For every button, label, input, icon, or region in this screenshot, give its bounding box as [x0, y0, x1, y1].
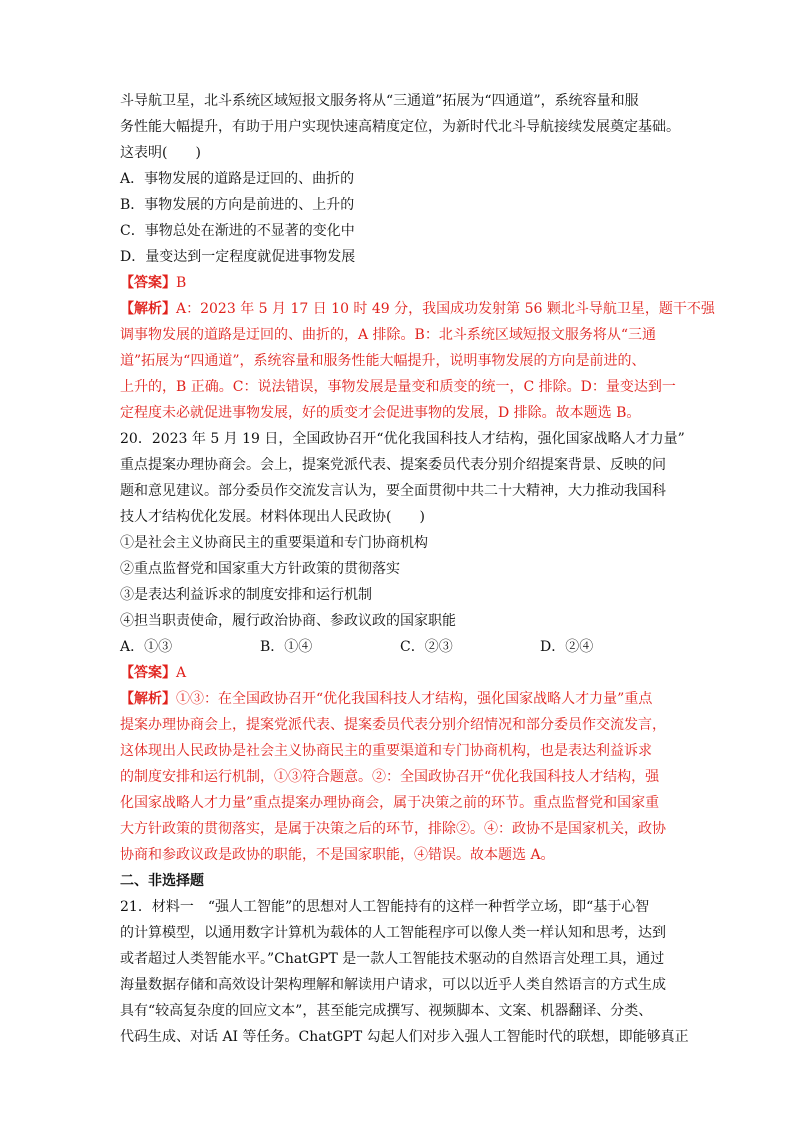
- q21-line: 具有“较高复杂度的回应文本”，甚至能完成撰写、视频脚本、文案、机器翻译、分类、: [120, 1003, 653, 1019]
- q20-option-c: C．②③: [400, 639, 453, 655]
- answer-label: 【答案】: [120, 275, 176, 291]
- q19-option-b: B．事物发展的方向是前进的、上升的: [120, 197, 355, 213]
- analysis-line: 化国家战略人才力量”重点提案办理协商会，属于决策之前的环节。重点监督党和国家重: [120, 795, 660, 811]
- q20-option-d: D．②④: [540, 639, 594, 655]
- q20-statement-2: ②重点监督党和国家重大方针政策的贯彻落实: [120, 561, 400, 577]
- analysis-line: 提案办理协商会上，提案党派代表、提案委员代表分别介绍情况和部分委员作交流发言，: [120, 717, 666, 733]
- analysis-text: A：2023 年 5 月 17 日 10 时 49 分，我国成功发射第 56 颗北斗导航卫星，题干不强: [176, 301, 715, 317]
- q21-line: 代码生成、对话 AI 等任务。ChatGPT 勾起人们对步入强人工智能时代的联想，即能够真正: [120, 1029, 689, 1045]
- analysis-line: 协商和参政议政是政协的职能，不是国家职能，④错误。故本题选 A。: [120, 847, 555, 863]
- q19-option-a: A．事物发展的道路是迂回的、曲折的: [120, 171, 355, 187]
- q19-option-d: D．量变达到一定程度就促进事物发展: [120, 249, 356, 265]
- analysis-line: 定程度未必就促进事物发展，好的质变才会促进事物的发展，D 排除。故本题选 B。: [120, 405, 641, 421]
- q21-line: 或者超过人类智能水平。”ChatGPT 是一款人工智能技术驱动的自然语言处理工具，通过: [120, 951, 665, 967]
- page-content: [120, 88, 715, 1050]
- q20-option-b: B．①④: [260, 639, 313, 655]
- q20-statement-3: ③是表达利益诉求的制度安排和运行机制: [120, 587, 372, 603]
- q21-material: [120, 894, 689, 1050]
- q19-option-c: C．事物总处在渐进的不显著的变化中: [120, 223, 355, 239]
- q19-stem-line: 这表明( ): [120, 145, 201, 161]
- q20-options: [120, 634, 686, 660]
- q20-analysis: [120, 686, 686, 868]
- q19-options: [120, 166, 686, 270]
- q21-line: 海量数据存储和高效设计架构理解和解读用户请求，可以以近乎人类自然语言的方式生成: [120, 977, 666, 993]
- q19-stem-line: 务性能大幅提升，有助于用户实现快速高精度定位，为新时代北斗导航接续发展奠定基础。: [120, 119, 680, 135]
- q20-stem: [120, 426, 686, 530]
- q21-line: 的计算模型，以通用数字计算机为载体的人工智能程序可以像人类一样认知和思考，达到: [120, 925, 666, 941]
- q20-answer: [120, 660, 686, 686]
- analysis-line: 大方针政策的贯彻落实，是属于决策之后的环节，排除②。④：政协不是国家机关，政协: [120, 821, 666, 837]
- analysis-line: 调事物发展的道路是迂回的、曲折的，A 排除。B：北斗系统区域短报文服务将从“三通: [120, 327, 657, 343]
- q20-stem-line: 技人才结构优化发展。材料体现出人民政协( ): [120, 509, 425, 525]
- q19-stem-line: 斗导航卫星，北斗系统区域短报文服务将从“三通道”拓展为“四通道”，系统容量和服: [120, 93, 639, 109]
- q20-statement-1: ①是社会主义协商民主的重要渠道和专门协商机构: [120, 535, 428, 551]
- q20-stem-line: 重点提案办理协商会。会上，提案党派代表、提案委员代表分别介绍提案背景、反映的问: [120, 457, 666, 473]
- q19-analysis: [120, 296, 715, 426]
- section-heading: 二、非选择题: [120, 873, 204, 889]
- q19-answer: [120, 270, 686, 296]
- q20-statements: [120, 530, 686, 634]
- q20-option-a: A．①③: [120, 639, 173, 655]
- q20-stem-line: 题和意见建议。部分委员作交流发言认为，要全面贯彻中共二十大精神，大力推动我国科: [120, 483, 666, 499]
- answer-value: A: [176, 665, 187, 681]
- answer-label: 【答案】: [120, 665, 176, 681]
- answer-value: B: [176, 275, 187, 291]
- analysis-line: 上升的，B 正确。C：说法错误，事物发展是量变和质变的统一，C 排除。D：量变达到一: [120, 379, 676, 395]
- q20-statement-4: ④担当职责使命，履行政治协商、参政议政的国家职能: [120, 613, 456, 629]
- analysis-line: 的制度安排和运行机制，①③符合题意。②：全国政协召开“优化我国科技人才结构，强: [120, 769, 660, 785]
- analysis-label: 【解析】: [120, 301, 176, 317]
- analysis-text: ①③：在全国政协召开“优化我国科技人才结构，强化国家战略人才力量”重点: [176, 691, 653, 707]
- analysis-label: 【解析】: [120, 691, 176, 707]
- analysis-line: 道”拓展为“四通道”，系统容量和服务性能大幅提升，说明事物发展的方向是前进的、: [120, 353, 646, 369]
- q19-stem: [120, 88, 686, 166]
- analysis-line: 这体现出人民政协是社会主义协商民主的重要渠道和专门协商机构，也是表达利益诉求: [120, 743, 652, 759]
- q20-stem-line: 20．2023 年 5 月 19 日，全国政协召开“优化我国科技人才结构，强化国家战略人才力量”: [120, 431, 685, 447]
- q21-line: 21．材料一 “强人工智能”的思想对人工智能持有的这样一种哲学立场，即“基于心智: [120, 899, 650, 915]
